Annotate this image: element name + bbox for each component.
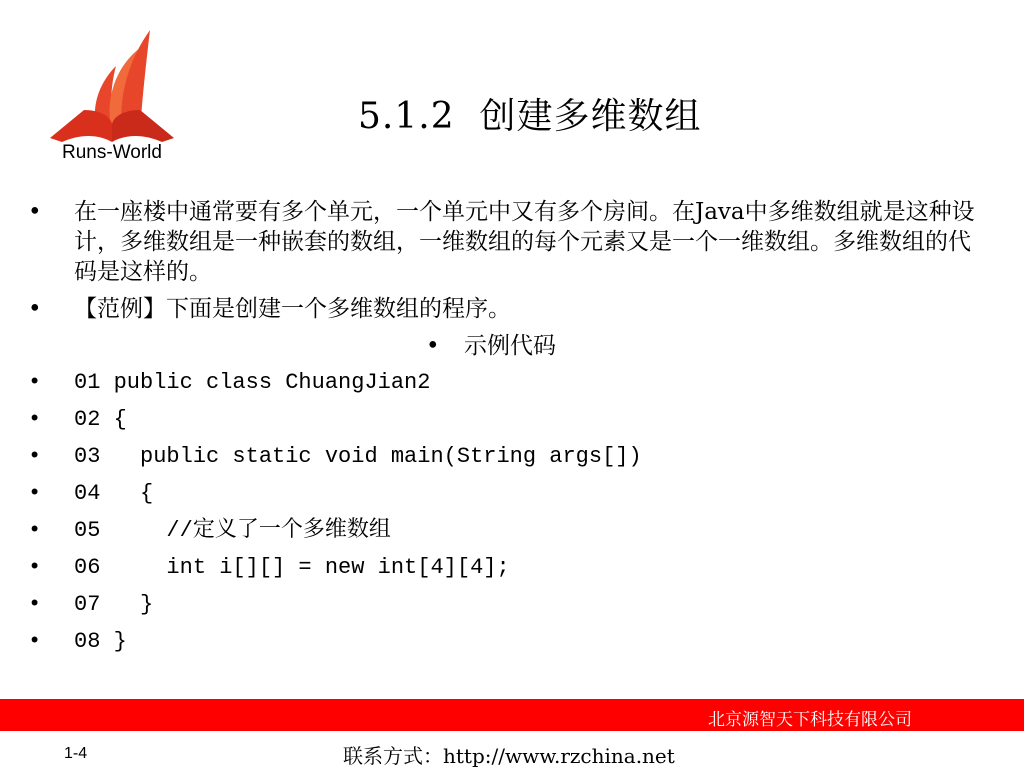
code-text: 08 } bbox=[74, 629, 127, 654]
code-text: 05 //定义了一个多维数组 bbox=[74, 518, 391, 543]
company-name: 北京源智天下科技有限公司 bbox=[708, 710, 912, 730]
bullet-item bbox=[28, 294, 988, 324]
footer-bar bbox=[0, 699, 1024, 731]
code-line bbox=[28, 368, 988, 398]
code-line bbox=[28, 553, 988, 583]
bullet-icon: • bbox=[28, 555, 42, 580]
bullet-icon: • bbox=[28, 407, 42, 432]
bullet-icon: • bbox=[28, 296, 42, 322]
bullet-icon: • bbox=[28, 370, 42, 395]
bullet-text: 示例代码 bbox=[464, 333, 556, 359]
code-line bbox=[28, 442, 988, 472]
code-line bbox=[28, 405, 988, 435]
slide-content bbox=[28, 197, 988, 664]
code-text: 06 int i[][] = new int[4][4]; bbox=[74, 555, 510, 580]
page-number: 1-4 bbox=[64, 745, 88, 762]
code-line bbox=[28, 516, 988, 546]
code-line bbox=[28, 627, 988, 657]
bullet-text: 【范例】下面是创建一个多维数组的程序。 bbox=[74, 296, 511, 322]
logo-text: Runs-World bbox=[62, 142, 162, 163]
code-text: 02 { bbox=[74, 407, 127, 432]
bullet-icon: • bbox=[426, 333, 440, 359]
slide-title: 5.1.2 创建多维数组 bbox=[358, 96, 702, 137]
bullet-icon: • bbox=[28, 629, 42, 654]
code-line bbox=[28, 590, 988, 620]
bullet-icon: • bbox=[28, 199, 42, 225]
bullet-icon: • bbox=[28, 444, 42, 469]
code-text: 04 { bbox=[74, 481, 154, 506]
bullet-icon: • bbox=[28, 518, 42, 543]
code-text: 01 public class ChuangJian2 bbox=[74, 370, 431, 395]
code-text: 07 } bbox=[74, 592, 154, 617]
contact-info: 联系方式：http://www.rzchina.net bbox=[343, 744, 675, 768]
runs-world-logo bbox=[44, 14, 180, 166]
bullet-item-centered bbox=[28, 331, 988, 361]
bullet-text: 在一座楼中通常要有多个单元，一个单元中又有多个房间。在Java中多维数组就是这种设计，多维数组是一种嵌套的数组，一维数组的每个元素又是一个一维数组。多维数组的代码是这样的。 bbox=[74, 199, 975, 285]
bullet-icon: • bbox=[28, 481, 42, 506]
flame-book-icon bbox=[44, 14, 180, 144]
bullet-item bbox=[28, 197, 988, 287]
bullet-icon: • bbox=[28, 592, 42, 617]
code-line bbox=[28, 479, 988, 509]
code-text: 03 public static void main(String args[]) bbox=[74, 444, 642, 469]
